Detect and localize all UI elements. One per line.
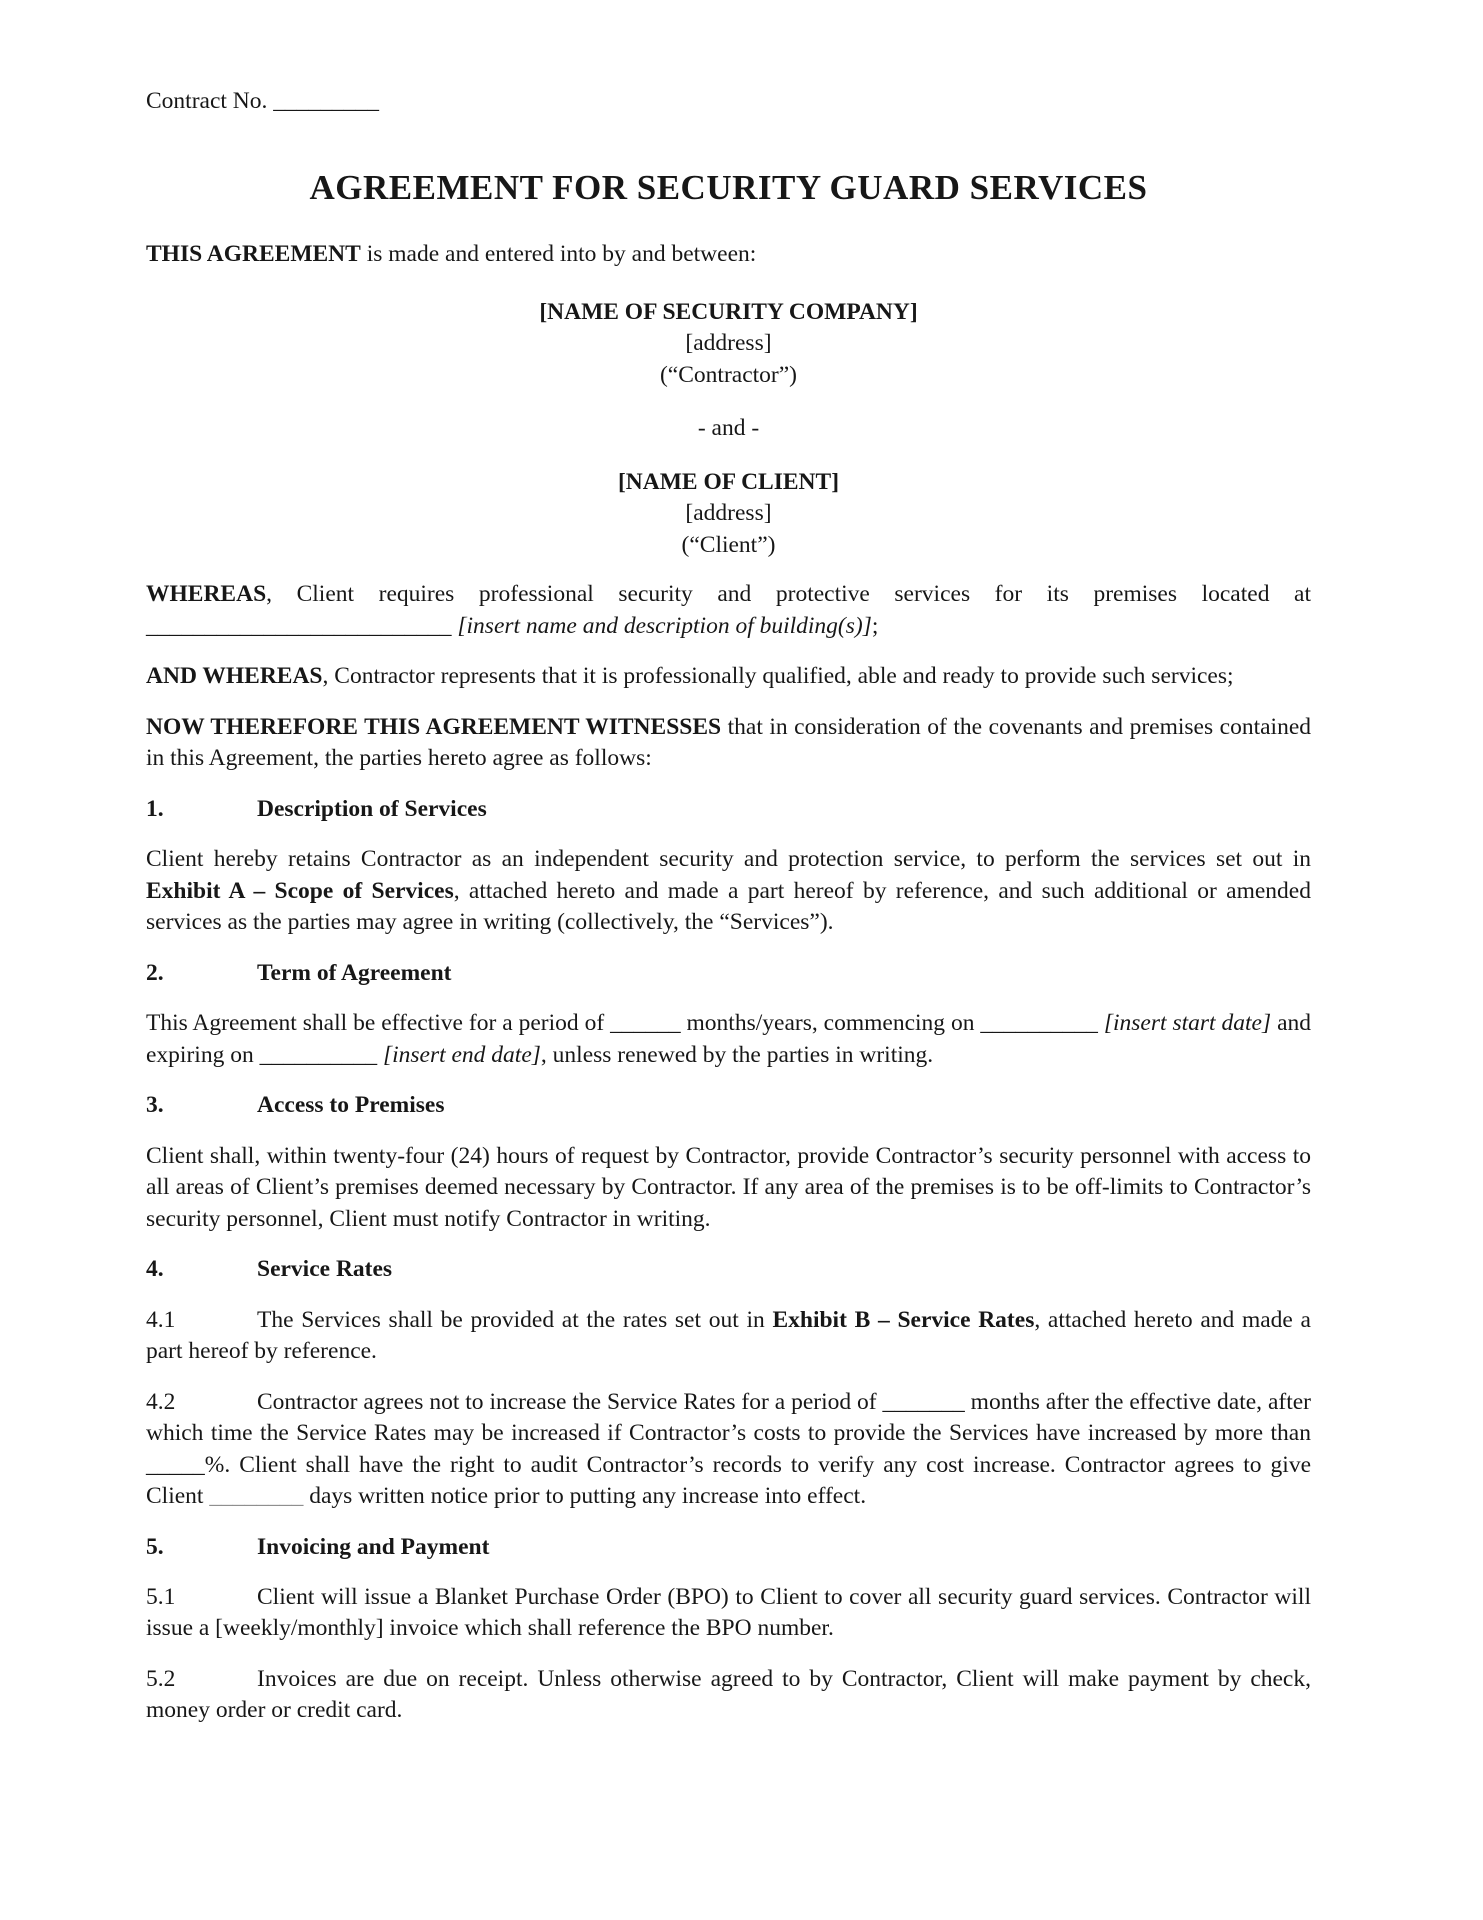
exhibit-a-reference: Exhibit A – Scope of Services (146, 877, 454, 904)
and-whereas-body: , Contractor represents that it is professionally qualified, able and ready to provide such services; (322, 663, 1234, 690)
insert-end-date-note: [insert end date] (377, 1041, 541, 1068)
whereas-blank: __________________________ (146, 612, 452, 639)
section-4-number: 4. (146, 1256, 164, 1283)
whereas-tail: ; (871, 612, 879, 639)
section-1-title: Description of Services (257, 795, 487, 822)
section-3-paragraph: Client shall, within twenty-four (24) hours of request by Contractor, provide Contractor’s security personnel with access to all areas of Client’s premises deemed necessary by Contractor. If any area of the premises is to be off-limits to Contractor’s security personnel, Client must notify Contractor in writing. (146, 1142, 1311, 1232)
document-title: AGREEMENT FOR SECURITY GUARD SERVICES (309, 168, 1148, 208)
section-1-heading (146, 794, 1311, 825)
clause-4-2-text-1: Contractor agrees not to increase the Service Rates for a period of (257, 1388, 883, 1415)
now-therefore-paragraph (146, 712, 1311, 775)
whereas-paragraph (146, 579, 1311, 642)
clause-5-2-paragraph (146, 1664, 1311, 1727)
contract-number-blank: _________ (273, 88, 380, 114)
whereas-body: , Client requires professional security and protective services for its premises located at (266, 581, 1311, 608)
whereas-lead: WHEREAS (146, 581, 267, 608)
now-therefore-body: that in consideration of the covenants and premises contained in this Agreement, the parties hereto agree as follows: (146, 713, 1311, 772)
client-alias: (“Client”) (681, 531, 776, 558)
client-address: [address] (685, 500, 772, 527)
section-2-heading (146, 958, 1311, 989)
intro-paragraph (146, 239, 1311, 270)
clause-4-1-number: 4.1 (146, 1306, 176, 1333)
period-blank: ______ (610, 1010, 681, 1037)
section-2-text-3: and expiring on (146, 1010, 1311, 1068)
section-4-heading (146, 1254, 1311, 1285)
section-1-number: 1. (146, 795, 164, 822)
section-2-text-1: This Agreement shall be effective for a period of (146, 1010, 611, 1037)
start-date-blank: __________ (980, 1010, 1098, 1037)
contractor-party-block (146, 297, 1311, 391)
section-5-number: 5. (146, 1533, 164, 1560)
contractor-alias: (“Contractor”) (659, 361, 797, 388)
section-2-number: 2. (146, 959, 164, 986)
client-party-block (146, 467, 1311, 561)
end-date-blank: __________ (259, 1041, 378, 1068)
contractor-address: [address] (685, 330, 772, 357)
clause-4-1-paragraph (146, 1305, 1311, 1368)
section-2-text-4: , unless renewed by the parties in writing. (540, 1041, 934, 1068)
intro-rest: is made and entered into by and between: (360, 241, 757, 268)
contractor-name: [NAME OF SECURITY COMPANY] (539, 298, 918, 325)
clause-5-1-text: Client will issue a Blanket Purchase Order (BPO) to Client to cover all security guard services. Contractor will issue a [weekly/monthly] invoice which shall reference the BPO number. (146, 1583, 1311, 1642)
section-5-heading (146, 1532, 1311, 1563)
whereas-insert: [insert name and description of building(s)] (451, 612, 872, 639)
clause-4-2-text-4: days written notice prior to putting any increase into effect. (303, 1483, 867, 1510)
contract-number-label: Contract No. (146, 88, 274, 114)
insert-start-date-note: [insert start date] (1097, 1010, 1272, 1037)
clause-5-2-number: 5.2 (146, 1665, 176, 1692)
spacer (146, 570, 1311, 579)
clause-5-1-number: 5.1 (146, 1583, 176, 1610)
section-3-number: 3. (146, 1092, 164, 1119)
section-1-text-2: , attached hereto and made a part hereof by reference, and such additional or amended services as the parties may agree in writing (collectively, the “Services”). (146, 877, 1311, 936)
intro-lead: THIS AGREEMENT (146, 241, 361, 268)
section-5-title: Invoicing and Payment (257, 1533, 490, 1560)
client-name: [NAME OF CLIENT] (617, 468, 840, 495)
section-2-text-2: months/years, commencing on (680, 1010, 981, 1037)
clause-4-2-number: 4.2 (146, 1388, 176, 1415)
section-1-text-1: Client hereby retains Contractor as an independent security and protection service, to perform the services set out in (146, 846, 1311, 873)
parties-separator: - and - (697, 415, 760, 442)
spacer (146, 561, 1311, 570)
notice-days-blank: ________ (209, 1483, 304, 1510)
clause-5-2-text: Invoices are due on receipt. Unless otherwise agreed to by Contractor, Client will make payment by check, money order or credit card. (146, 1665, 1311, 1724)
section-1-paragraph (146, 844, 1311, 938)
contract-number-line (146, 86, 1311, 117)
now-therefore-lead: NOW THEREFORE THIS AGREEMENT WITNESSES (146, 713, 722, 740)
clause-4-2-paragraph (146, 1387, 1311, 1513)
clause-4-1-text-1: The Services shall be provided at the rates set out in (257, 1306, 773, 1333)
section-2-paragraph (146, 1008, 1311, 1071)
clause-4-2-text-3: %. Client shall have the right to audit Contractor’s records to verify any cost increase. Contractor agrees to give Client (146, 1451, 1311, 1510)
section-3-title: Access to Premises (257, 1092, 445, 1119)
months-blank: _______ (882, 1388, 965, 1415)
exhibit-b-reference: Exhibit B – Service Rates (772, 1306, 1035, 1333)
and-whereas-lead: AND WHEREAS (146, 663, 323, 690)
clause-4-2-text-2: months after the effective date, after which time the Service Rates may be increased if Contractor’s costs to provide the Services have increased by more than (146, 1388, 1311, 1447)
section-3-heading (146, 1090, 1311, 1121)
percent-blank: _____ (146, 1451, 205, 1478)
clause-4-1-text-2: , attached hereto and made a part hereof by reference. (146, 1306, 1311, 1365)
clause-5-1-paragraph (146, 1582, 1311, 1645)
section-2-title: Term of Agreement (257, 959, 452, 986)
and-whereas-paragraph (146, 661, 1311, 692)
section-4-title: Service Rates (257, 1256, 393, 1283)
